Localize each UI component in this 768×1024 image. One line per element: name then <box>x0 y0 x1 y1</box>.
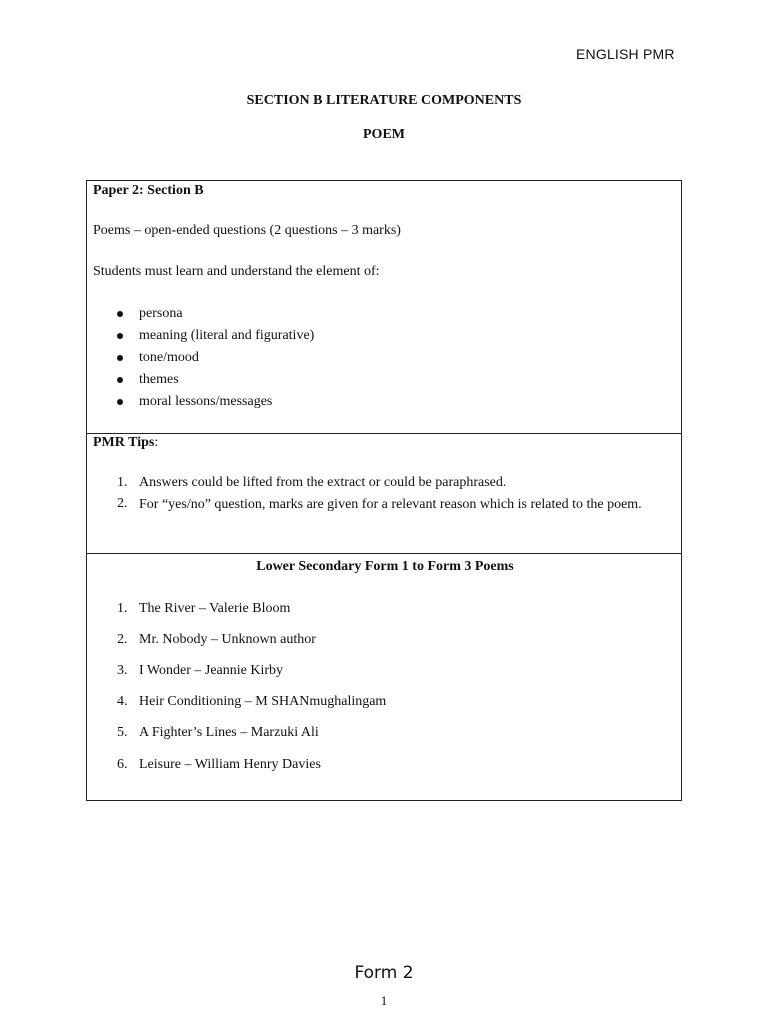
poem-title: I Wonder – Jeannie Kirby <box>139 663 284 678</box>
element-label: meaning (literal and figurative) <box>139 328 315 343</box>
poem-title: Mr. Nobody – Unknown author <box>139 632 316 647</box>
tip-text: Answers could be lifted from the extract or could be paraphrased. <box>139 475 507 490</box>
question-info: Poems – open-ended questions (2 questions – 3 marks) <box>93 223 401 238</box>
pmr-tips-box <box>86 433 682 554</box>
page-subtitle: POEM <box>363 127 405 142</box>
element-label: tone/mood <box>139 350 199 365</box>
bullet-icon <box>117 377 123 383</box>
tip-number: 2. <box>117 496 128 511</box>
bullet-icon <box>117 333 123 339</box>
poems-list-heading: Lower Secondary Form 1 to Form 3 Poems <box>256 559 514 574</box>
element-label: persona <box>139 306 183 321</box>
tip-number: 1. <box>117 475 128 490</box>
poem-title: A Fighter’s Lines – Marzuki Ali <box>139 725 319 740</box>
section-title: SECTION B LITERATURE COMPONENTS <box>246 93 522 108</box>
tip-text: For “yes/no” question, marks are given for a relevant reason which is related to the poem. <box>139 497 642 512</box>
bullet-icon <box>117 399 123 405</box>
poem-number: 3. <box>117 663 128 678</box>
poem-number: 5. <box>117 725 128 740</box>
footer-form-label: Form 2 <box>354 963 414 983</box>
poem-number: 4. <box>117 694 128 709</box>
paper-section-heading: Paper 2: Section B <box>93 183 204 198</box>
poem-number: 6. <box>117 757 128 772</box>
page-number: 1 <box>380 993 388 1008</box>
elements-intro: Students must learn and understand the element of: <box>93 264 380 279</box>
pmr-tips-heading <box>93 435 158 451</box>
poem-title: Leisure – William Henry Davies <box>139 757 321 772</box>
poem-number: 2. <box>117 632 128 647</box>
element-label: moral lessons/messages <box>139 394 273 409</box>
pmr-tips-heading-colon: : <box>154 435 159 450</box>
poem-title: Heir Conditioning – M SHANmughalingam <box>139 694 387 709</box>
element-label: themes <box>139 372 179 387</box>
bullet-icon <box>117 355 123 361</box>
pmr-tips-heading-text: PMR Tips <box>93 435 155 450</box>
bullet-icon <box>117 311 123 317</box>
header-subject-label: ENGLISH PMR <box>576 46 675 62</box>
poem-number: 1. <box>117 601 128 616</box>
poems-list-box <box>86 553 682 801</box>
poem-title: The River – Valerie Bloom <box>139 601 291 616</box>
paper-section-box <box>86 180 682 434</box>
